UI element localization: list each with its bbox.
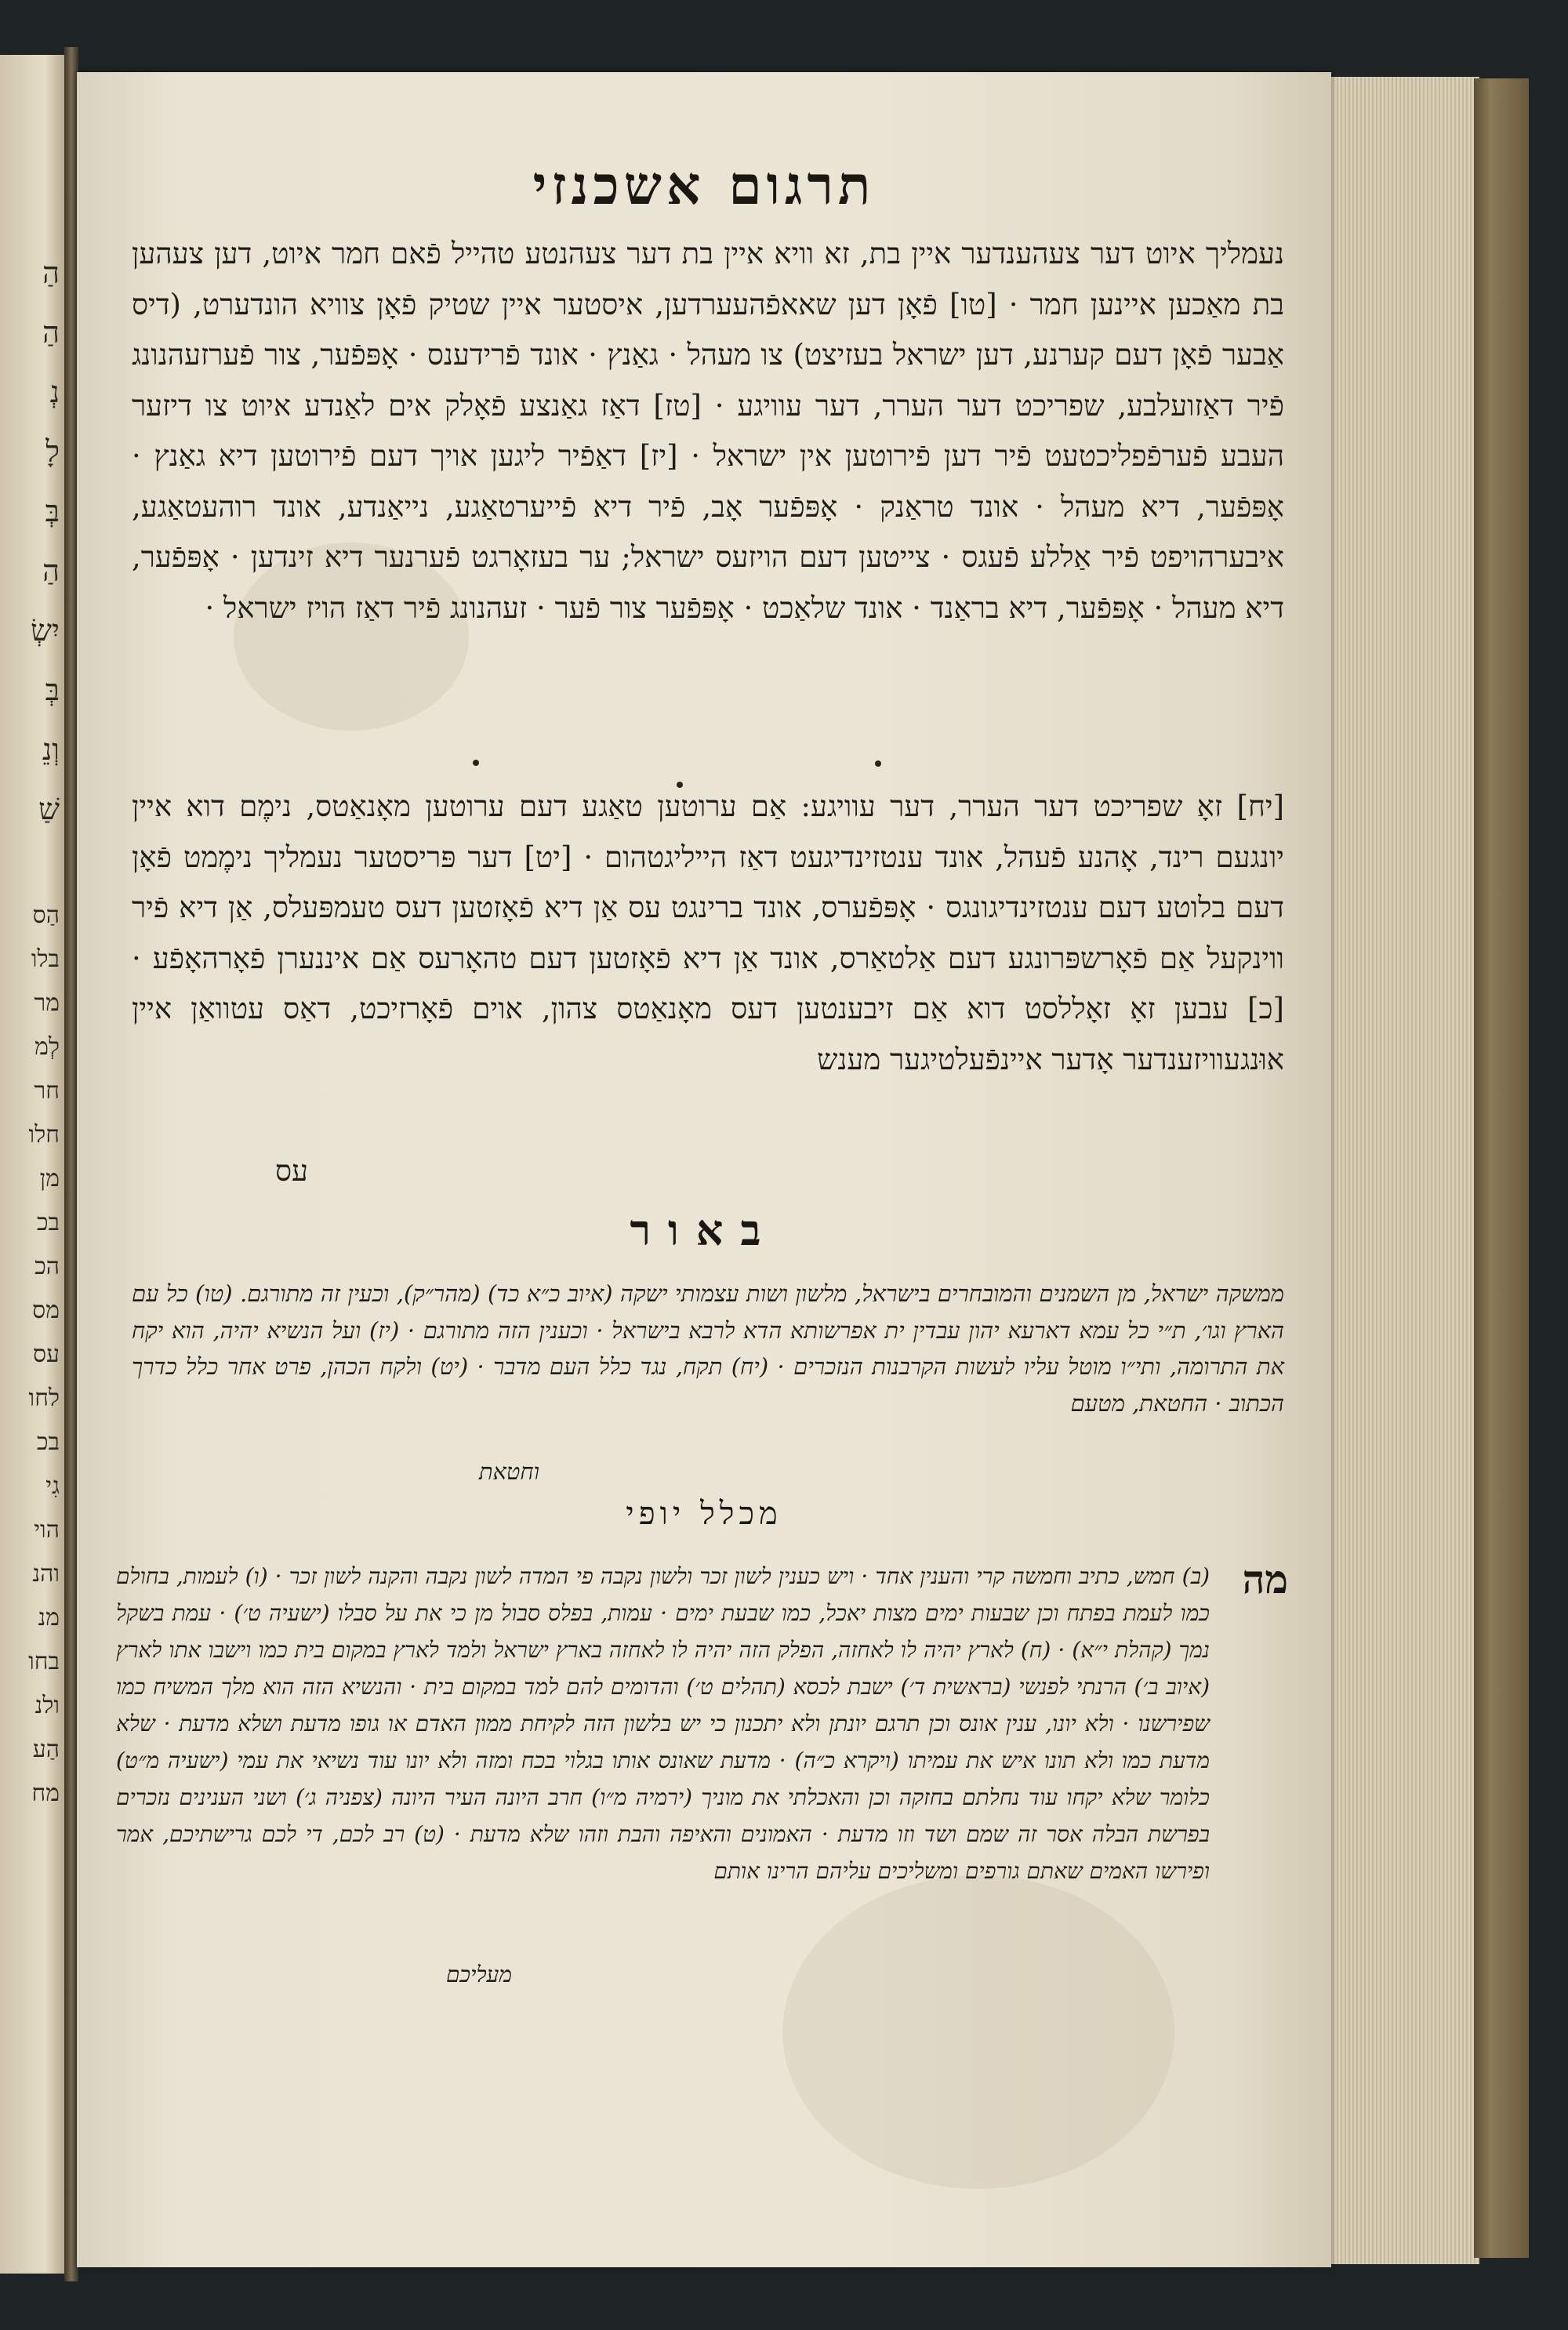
left-line: בְּ: [45, 494, 60, 528]
left-line: הוי: [34, 1516, 60, 1544]
left-line: יִשְׂ: [31, 613, 60, 648]
left-facing-page: [0, 55, 67, 2274]
translation-paragraph-1: נעמליך איוט דער צעהענדער איין בת, זא וויא איין בת דער צעהנטע טהייל פֿאם חמר איוט, דען צעהען בת מאַכען איינען חמר · [טו] פֿאָן דען שאאפֿהעערדען, איסטער איין שטיק פֿאָן צוויא הונדערט, (דיס אַבער פֿאָן דעם קערנע, דען ישראל בעזיצט) צו מעהל · גאַנץ · אונד פֿרידענס · אָפּפֿער, צור פֿערזעהנונג פֿיר דאַזועלבע, שפריכט דער הערר, דער עוויגע · [טז] דאַז גאַנצע פֿאָלק אים לאַנדע איוט צו דיזער העבע פֿערפֿפליכטעט פֿיר דען פֿירוטען אין ישראל · [יז] דאַפֿיר ליגען אויך דעם פֿירוטען דיא גאַנץ · אָפּפֿער, דיא מעהל · אונד טראַנק · אָפּפֿער אָב, פֿיר דיא פֿייערטאַגע, נייאַנדע, אונד רוהעטאַגע, איבערהויפט פֿיר אַללע פֿעגס · צייטען דעם הויזעס ישראל; ער בעזאָרגט פֿערנער דיא זינדען · אָפּפֿער, דיא מעהל · אָפּפֿער, דיא בראַנד · אונד שלאַכט · אָפּפֿער צור פֿער · זעהנונג פֿיר דאַז הויז ישראל ·: [132, 237, 1284, 625]
left-line: עס: [32, 1341, 60, 1368]
left-line: הַס: [32, 902, 60, 929]
commentary-beur: ממשקה ישראל, מן השמנים והמובחרים בישראל, מלשון ושות עצמותי ישקה (איוב כ״א כד) (מהר״ק), וכעין זה מתורגם. (טו) כל עם הארץ וגו׳, ת״י כל עמא דארעא יהון עבדין ית אפרשותא הדא לרבא בישראל · וכענין הזה מתורגם · (יז) ועל הנשיא יהיה, הוא יקח את התרומה, ותי״ו מוטל עליו לעשות הקרבנות הנזכרים · (יח) תקח, נגד כלל העם מדבר · (יט) ולקח הכהן, פרט אחר כלל כדרך הכתוב · החטאת, מטעם: [132, 1280, 1284, 1417]
left-line: לחו: [28, 1385, 60, 1412]
left-line: מר: [34, 989, 60, 1017]
section-heading-mikhlal-yofi: מכלל יופי: [626, 1496, 782, 1532]
left-line: הַע: [32, 1736, 60, 1763]
translation-paragraph-2-tail: עס: [275, 1154, 308, 1188]
left-line: הַ: [42, 553, 60, 588]
left-line: בכ: [36, 1428, 60, 1456]
left-line: בכ: [36, 1209, 60, 1236]
book-cover-edge: [1474, 78, 1529, 2258]
page-title: תרגום אשכנזי: [532, 154, 876, 217]
commentary-mikhlal-yofi-tail: מעליכם: [445, 1962, 512, 1987]
page-fore-edge: [1325, 77, 1479, 2264]
section-heading-beur: באור: [630, 1205, 779, 1255]
commentary-mikhlal-yofi: (ב) חמש, כתיב וחמשה קרי והענין אחד · ויש כענין לשון זכר ולשון נקבה פי המדה לשון נקבה והקנה לשון זכר · (ו) לעמות, בחולם כמו לעמת בפתח וכן שבעות ימים מצות יאכל, כמו שבעת ימים · עמות, בפלס סבול מן כי את על סבלו (ישעיה ט׳) · עמת בשקל נמך (קהלת י״א) · (ח) לארץ יהיה לו לאחזה, הפלק הזה יהיה לו לאחזה בארץ ישראל ולמד לארץ במקום בית כמו וישבו אתו לארץ (איוב ב׳) הרנתי לפנשי (בראשית ד׳) ישבת לכסא (תהלים ט׳) והדומים להם למד במקום בית · והנשיא הזה הוא מלך המשיח כמו שפירשנו · ולא יונו, ענין אונס וכן תרגם יונתן ולא יתכנון כי יש בלשון הזה לקיחת ממון האדם או גופו מדעת ושלא מדעת · שלא מדעת כמו ולא תונו איש את עמיתו (ויקרא כ״ה) · מדעת שאונס אותו בגלוי בכח ומזה ולא יונו עוד נשיאי את עמי (ישעיה מ״ט) כלומר שלא יקחו עוד נחלתם בחזקה וכן והאכלתי את מוניך (ירמיה מ״ו) חרב היונה העיר היונה (צפניה ג׳) ושני הענינים נזכרים בפרשת הבלה אסר זה שמם ושד וזו מדעת · האמונים והאיפה והבת וזהו שלא מדעת · (ט) רב לכם, די לכם גרישתיכם, אמר ופירשו האמים שאתם גורפים ומשליכים עליהם הרינו אותם: [116, 1563, 1210, 1884]
book-page: [77, 72, 1331, 2267]
left-line: בְּ: [45, 673, 60, 707]
left-line: בחו: [28, 1648, 60, 1675]
left-line: שַׁ: [38, 792, 60, 826]
left-line: מח: [31, 1780, 60, 1807]
left-line: נְ: [49, 375, 60, 409]
left-line: גִי: [45, 1472, 60, 1500]
commentary-beur-tail: וחטאת: [478, 1458, 539, 1485]
left-line: מן: [39, 1165, 60, 1192]
paper-stain: [782, 1875, 1174, 2189]
ink-dot: [473, 760, 479, 766]
ink-dot: [875, 760, 881, 767]
left-line: הַ: [42, 315, 60, 350]
left-line: מנ: [38, 1604, 60, 1631]
dibbur-hamatchil: מה: [1242, 1556, 1288, 1602]
left-line: לָ: [45, 434, 60, 469]
left-line: חלו: [28, 1121, 60, 1149]
left-line: הכ: [34, 1253, 60, 1280]
left-line: בלו: [31, 945, 60, 973]
left-line: והנ: [32, 1560, 60, 1588]
left-line: חר: [34, 1077, 60, 1105]
left-line: הַ: [42, 256, 60, 290]
translation-paragraph-2: [יח] זאָ שפריכט דער הערר, דער עוויגע: אַם ערוטען טאַגע דעם ערוטען מאָנאַטס, נימֶם דוא איין יונגעם רינד, אָהנע פֿעהל, אונד ענטזינדיגעט דאַז הייליגטהום · [יט] דער פּריסטער נעמליך נימֶמט פֿאָן דעם בלוטע דעם ענטזינדיגונגס · אָפּפֿערס, אונד ברינגט עס אַן דיא פֿאָזטען דעס טעמפּעלס, אַן דיא פֿיר ווינקעל אַם פֿאָרשפּרונגע דעם אַלטאַרס, אונד אַן דיא פֿאָזטען דעם טהאָרעס אַם איננערן פֿאָרהאָפֿע · [כ] עבען זאָ זאָללסט דוא אַם זיבענטען דעס מאָנאַטס צהון, אוים פֿאָרזיכט, דאַס עטוואַן איין אוּנגעוויזענדער אָדער איינפֿעלטיגער מענש: [132, 789, 1284, 1076]
left-line: לְמ: [34, 1033, 60, 1061]
left-line: וְנֵ: [42, 732, 60, 767]
left-line: ולנ: [34, 1692, 60, 1719]
left-page-text: [5, 243, 60, 1816]
left-line: מס: [32, 1297, 60, 1324]
